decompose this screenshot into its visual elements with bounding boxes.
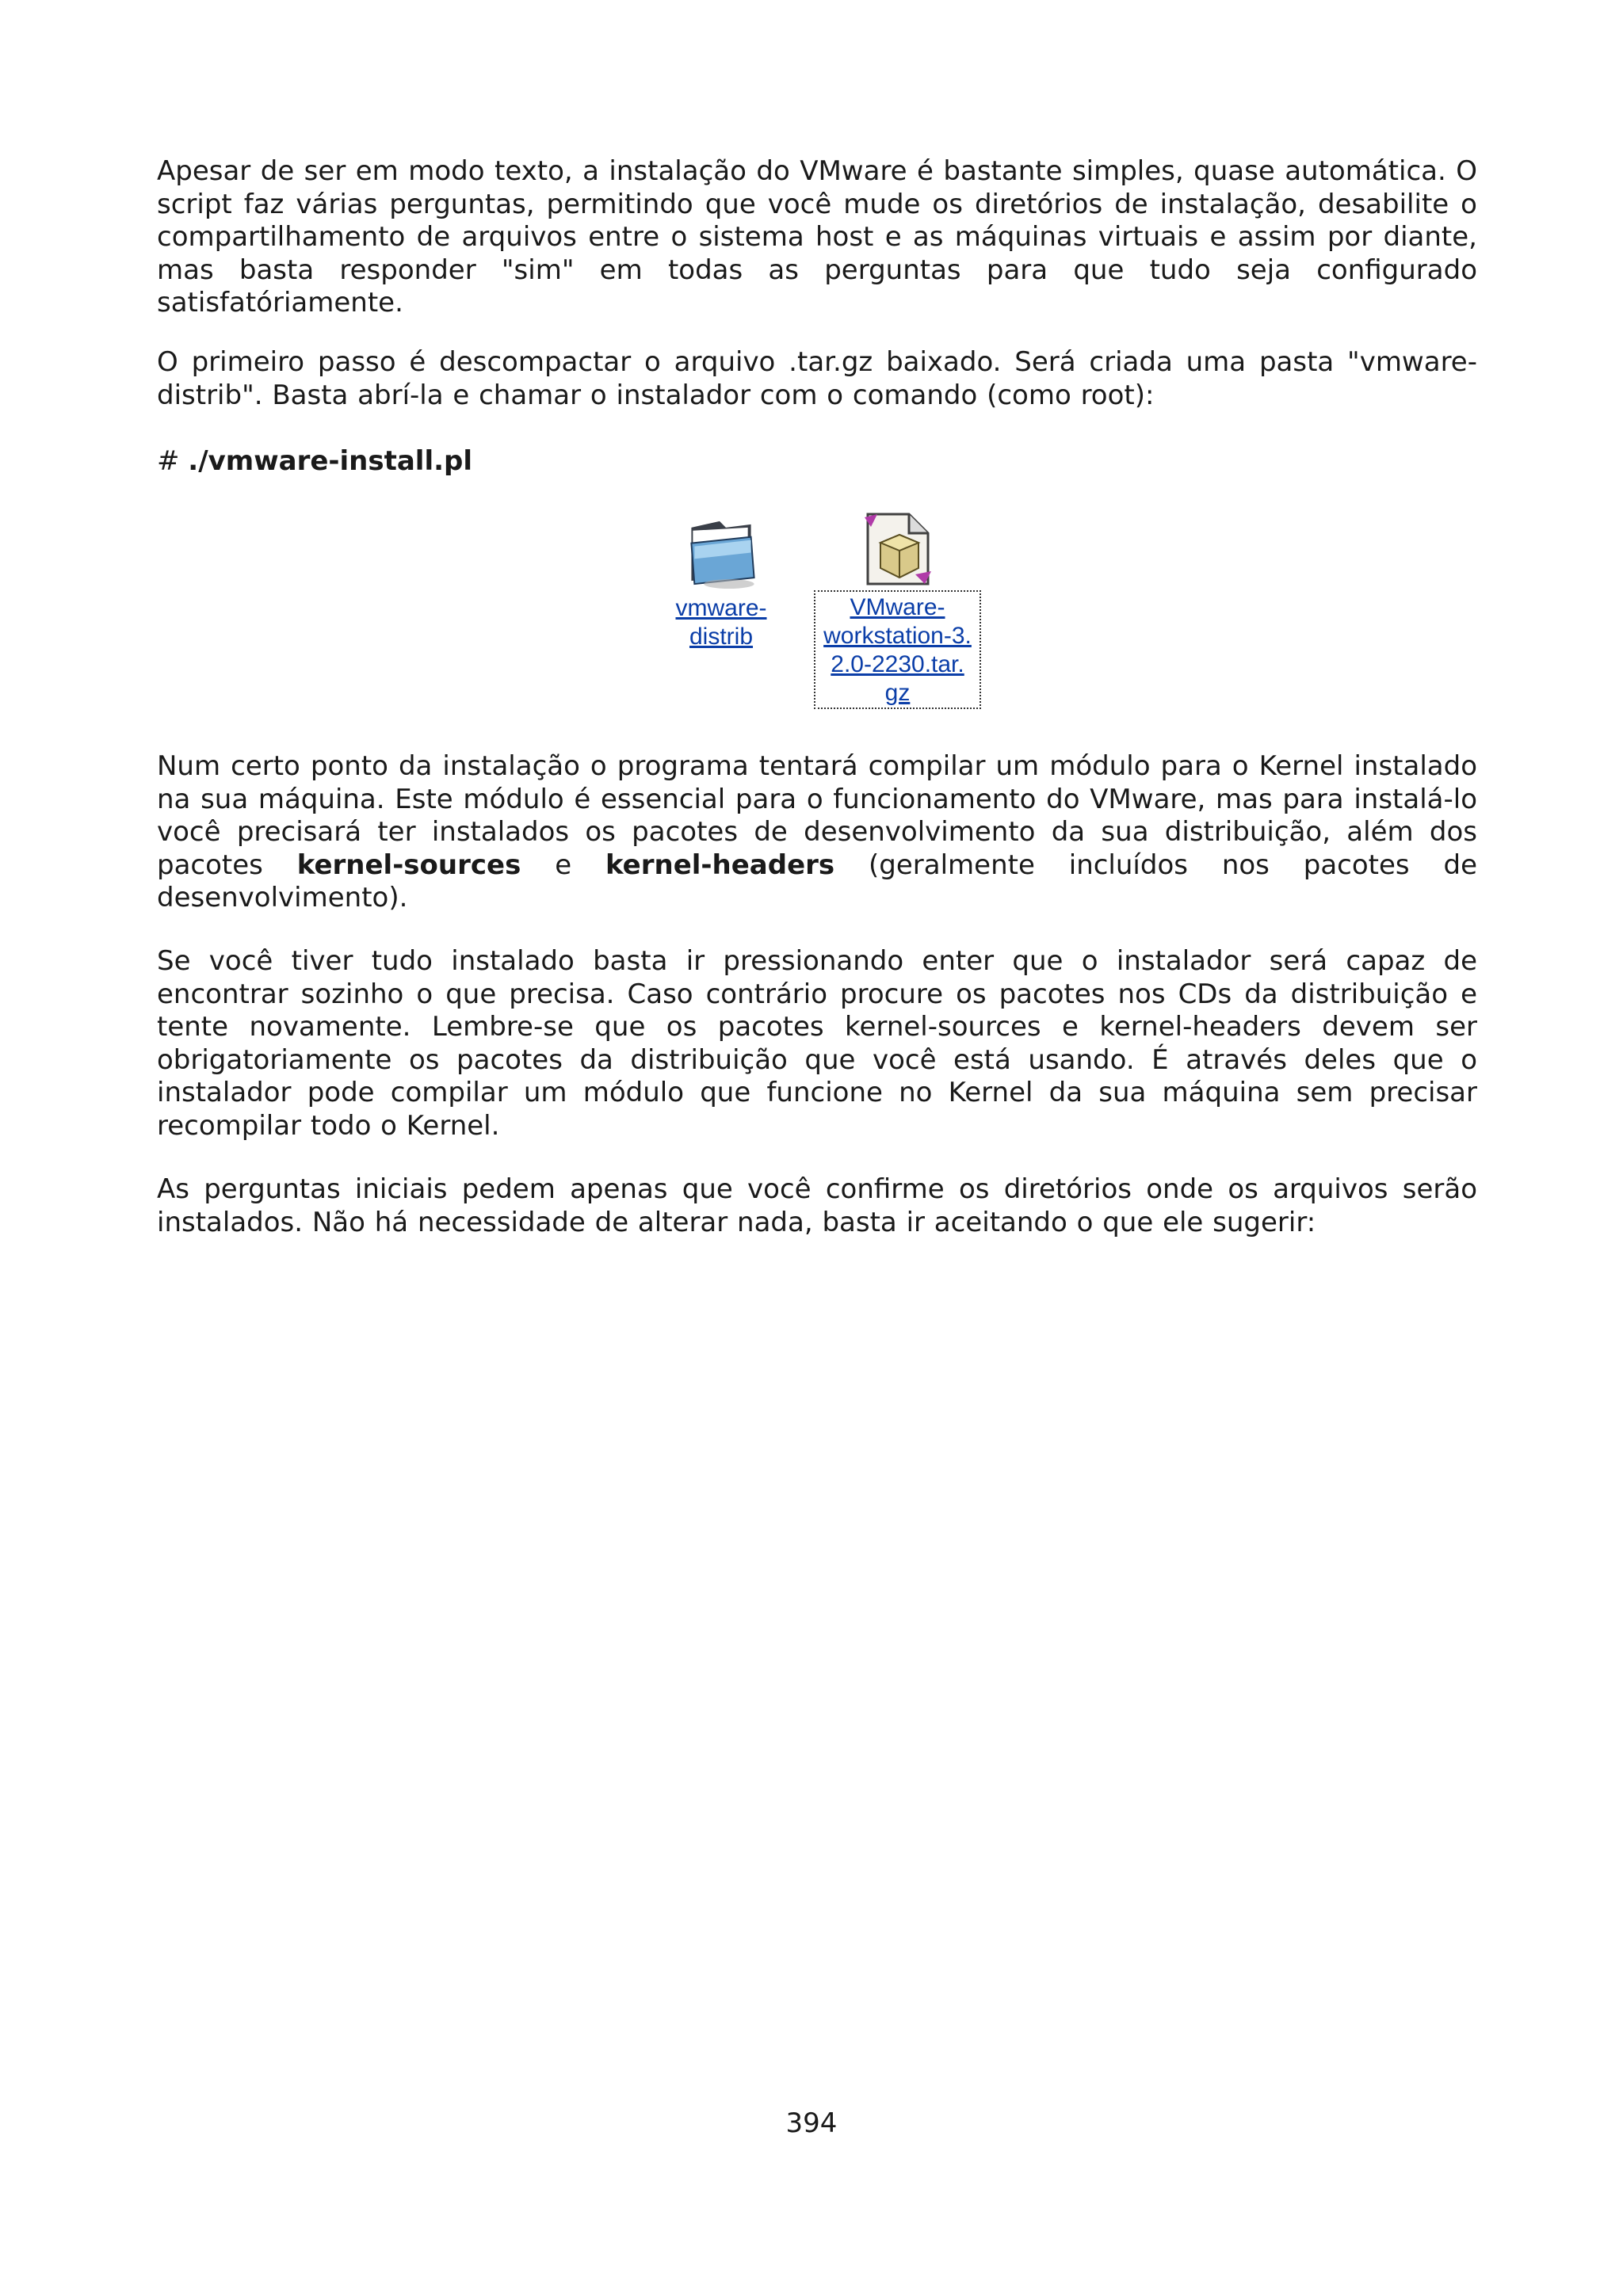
install-command xyxy=(157,445,472,479)
folder-label: vmware- distrib xyxy=(675,595,767,650)
paragraph-kernel-module: Num certo ponto da instalação o programa tentará compilar um módulo para o Kernel instalado na sua máquina. Este módulo é essencial para o funcionamento do VMware, mas para instalá-lo você precisará ter instalados os pacotes de desenvolvimento da sua distribuição, além dos pacotes kernel-sources e kernel-headers (geralmente incluídos nos pacotes de desenvolvimento). xyxy=(157,750,1477,913)
paragraph-initial-questions: As perguntas iniciais pedem apenas que você confirme os diretórios onde os arquivos serão instalados. Não há necessidade de alterar nada, basta ir aceitando o que ele sugerir: xyxy=(157,1173,1477,1238)
paragraph-first-step: O primeiro passo é descompactar o arquivo .tar.gz baixado. Será criada uma pasta "vmware-distrib". Basta abrí-la e chamar o instalador com o comando (como root): xyxy=(157,346,1477,411)
archive-file-icon xyxy=(861,511,934,587)
page-number: 394 xyxy=(785,2107,838,2139)
folder-icon xyxy=(682,515,761,590)
command-prompt: # xyxy=(157,445,189,477)
paragraph-intro: Apesar de ser em modo texto, a instalação do VMware é bastante simples, quase automática. O script faz várias perguntas, permitindo que você mude os diretórios de instalação, desabilite o compartilhamento de arquivos entre o sistema host e as máquinas virtuais e assim por diante, mas basta responder "sim" em todas as perguntas para que tudo seja configurado satisfatóriamente. xyxy=(157,155,1477,318)
folder-vmware-distrib[interactable] xyxy=(650,515,792,666)
paragraph-installed-packages: Se você tiver tudo instalado basta ir pressionando enter que o instalador será capaz de encontrar sozinho o que precisa. Caso contrário procure os pacotes nos CDs da distribuição e tente novamente. Lembre-se que os pacotes kernel-sources e kernel-headers devem ser obrigatoriamente os pacotes da distribuição que você está usando. É através deles que o instalador pode compilar um módulo que funcione no Kernel da sua máquina sem precisar recompilar todo o Kernel. xyxy=(157,945,1477,1142)
archive-vmware-workstation[interactable] xyxy=(812,511,983,713)
keyword-kernel-sources: kernel-sources xyxy=(296,849,521,881)
archive-label: VMware- workstation-3. 2.0-2230.tar. gz xyxy=(823,594,972,706)
keyword-kernel-headers: kernel-headers xyxy=(605,849,835,881)
command-text: ./vmware-install.pl xyxy=(188,445,473,477)
